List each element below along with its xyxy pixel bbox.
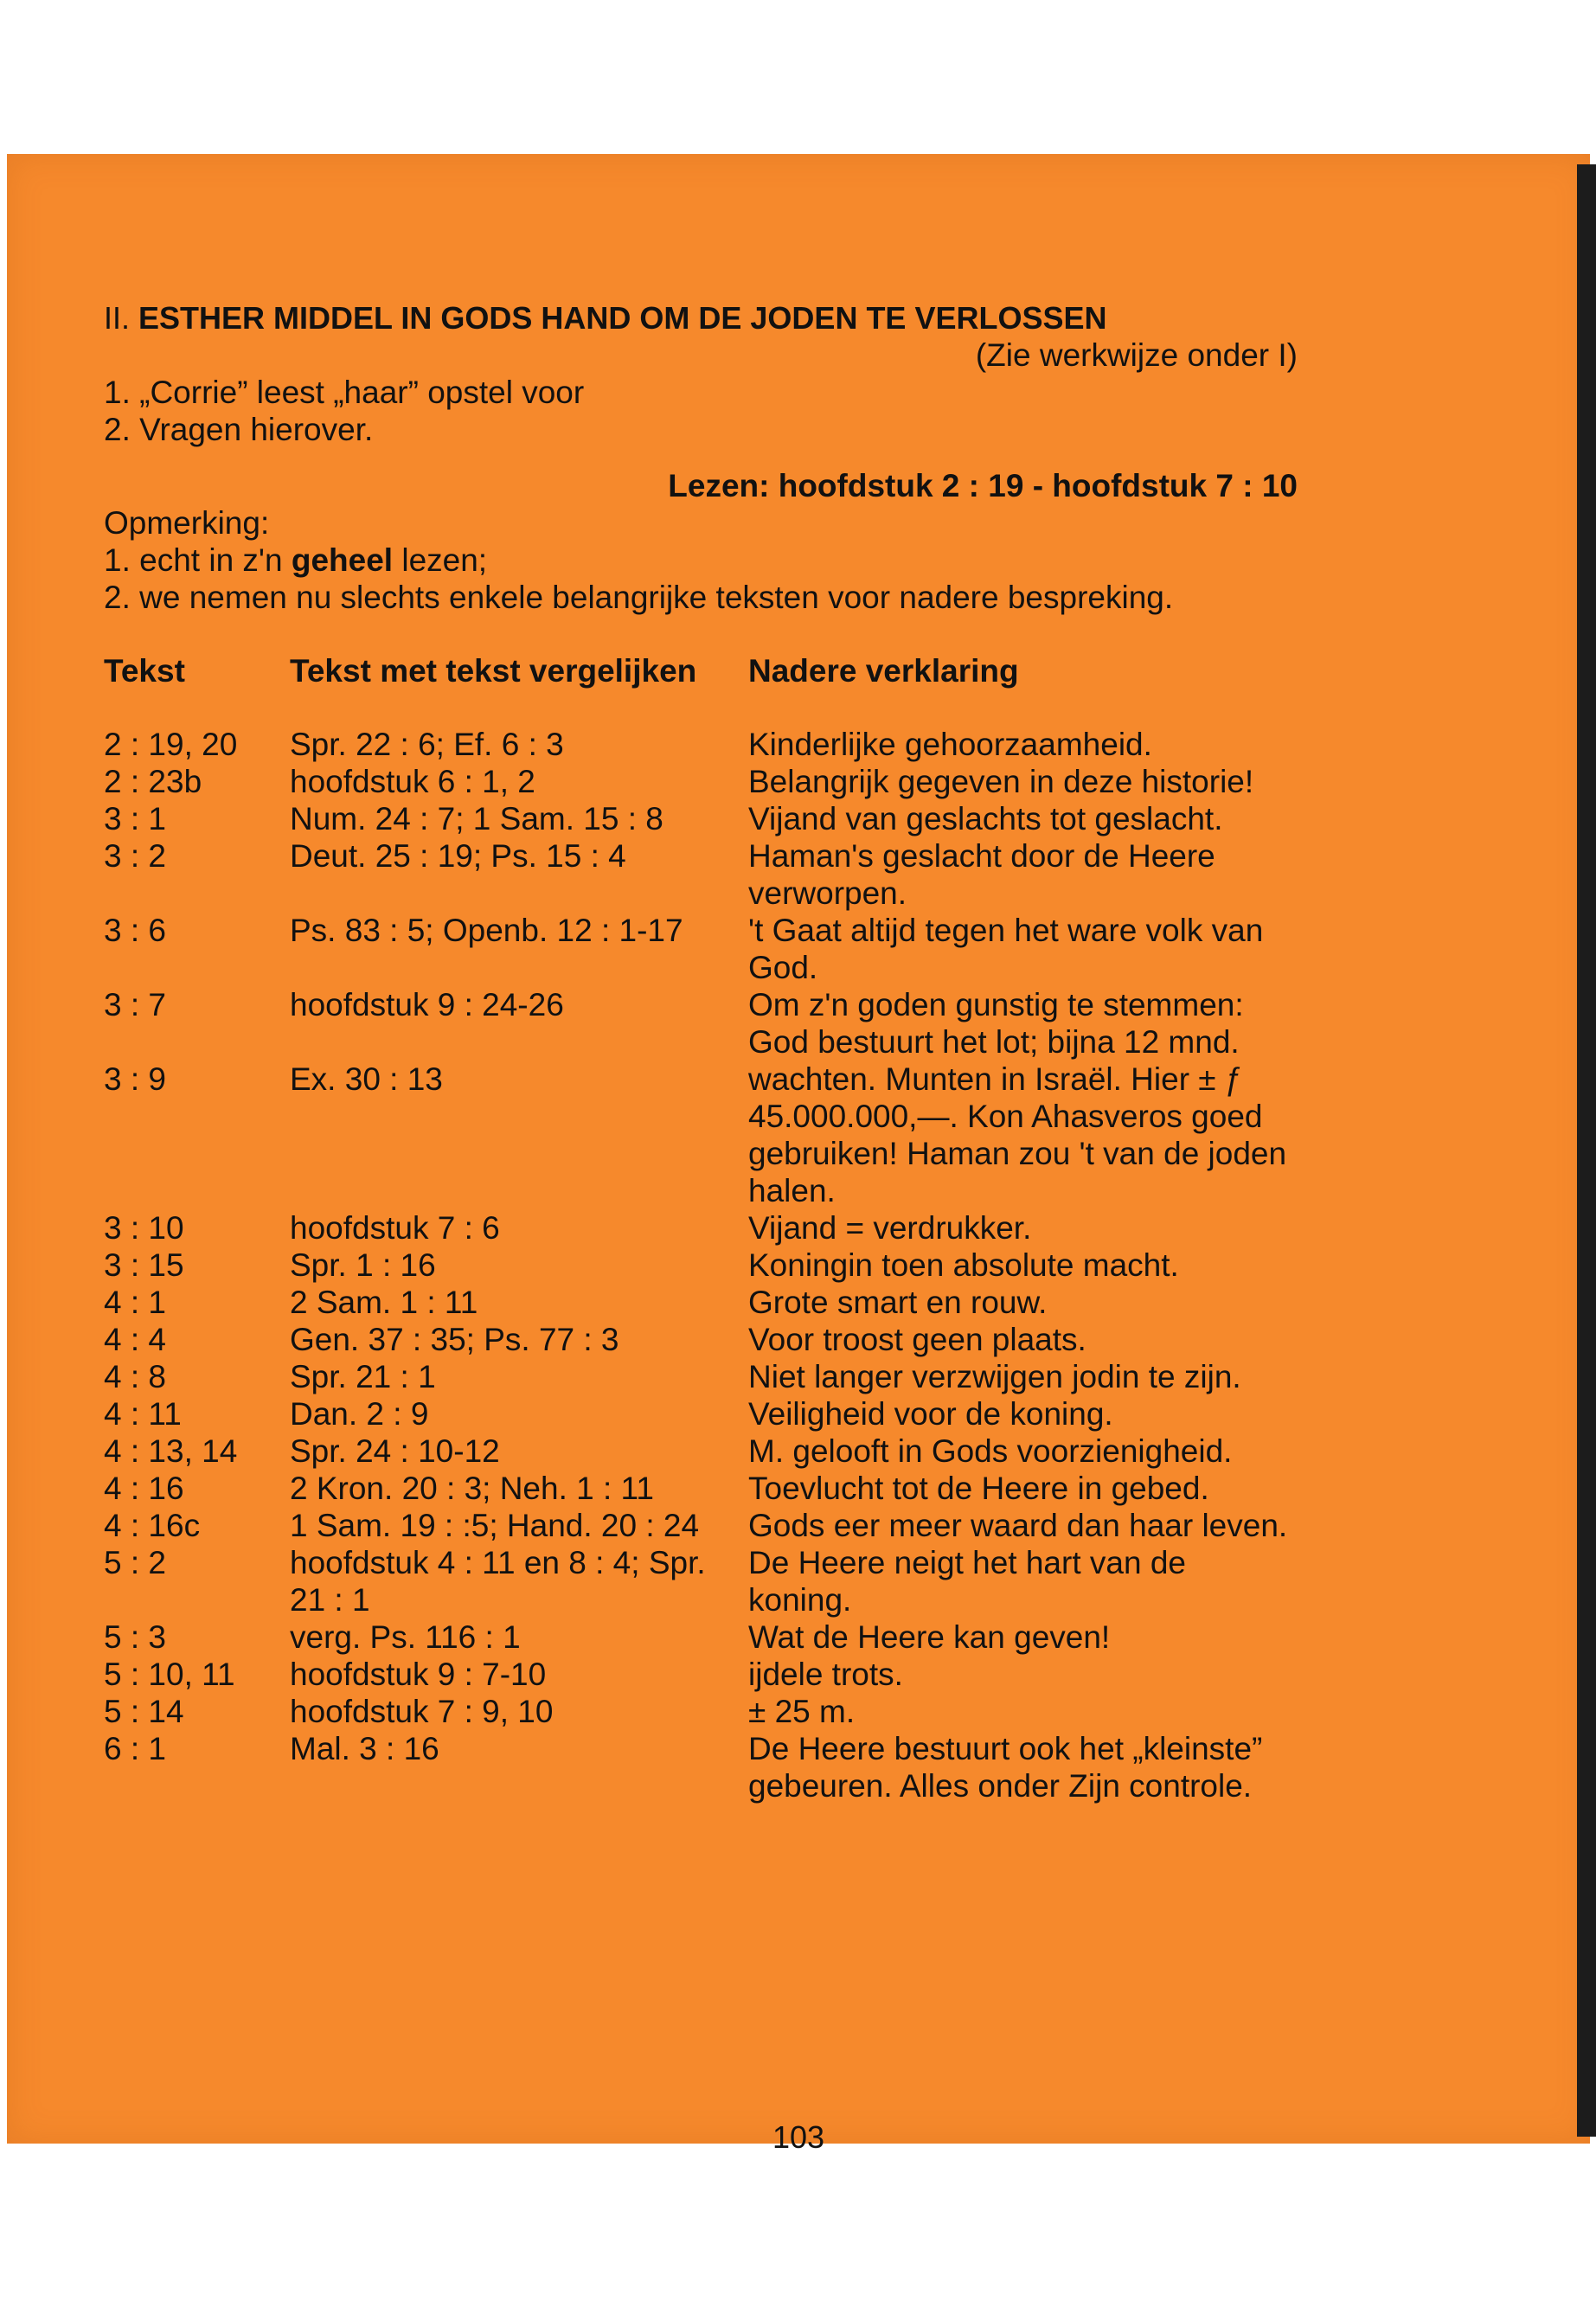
cell-compare: Gen. 37 : 35; Ps. 77 : 3: [290, 1322, 619, 1357]
intro-item: 2. Vragen hierover.: [104, 412, 374, 447]
cell-text: 6 : 1: [104, 1731, 166, 1766]
section-title-text: ESTHER MIDDEL IN GODS HAND OM DE JODEN TE VERLOSSEN: [138, 300, 1107, 336]
cell-compare: 1 Sam. 19 : :5; Hand. 20 : 24: [290, 1508, 700, 1543]
table-row: [104, 1693, 1298, 1730]
cell-explanation: De Heere bestuurt ook het „kleinste” gebeuren. Alles onder Zijn controle.: [748, 1731, 1263, 1804]
table-row: [104, 1321, 1298, 1358]
cell-explanation: De Heere neigt het hart van de koning.: [748, 1545, 1186, 1618]
cell-text: 4 : 11: [104, 1396, 182, 1432]
cell-compare: Ex. 30 : 13: [290, 1061, 443, 1097]
cell-compare: Spr. 24 : 10-12: [290, 1433, 500, 1469]
header-text: Tekst: [104, 653, 185, 689]
cell-text: 2 : 23b: [104, 764, 202, 799]
book-page: [7, 154, 1590, 2155]
cell-explanation: Vijand = verdrukker.: [748, 1210, 1032, 1246]
page-content: [104, 299, 1298, 1804]
verse-table: [104, 652, 1298, 1804]
cell-explanation: 't Gaat altijd tegen het ware volk van God.: [748, 913, 1264, 985]
cell-text: 5 : 14: [104, 1694, 184, 1729]
cell-compare: hoofdstuk 7 : 9, 10: [290, 1694, 554, 1729]
page-number: 103: [772, 2119, 825, 2155]
cell-text: 4 : 16c: [104, 1508, 201, 1543]
intro-list: [104, 374, 1298, 448]
cell-compare: Spr. 1 : 16: [290, 1247, 436, 1283]
table-row: [104, 1433, 1298, 1470]
cell-compare: verg. Ps. 116 : 1: [290, 1619, 521, 1655]
cell-text: 4 : 16: [104, 1471, 184, 1506]
table-header-row: [104, 652, 1298, 726]
cell-explanation: Haman's geslacht door de Heere verworpen.: [748, 838, 1215, 911]
cell-explanation: Vijand van geslachts tot geslacht.: [748, 801, 1223, 836]
cell-compare: Deut. 25 : 19; Ps. 15 : 4: [290, 838, 626, 874]
table-row: [104, 1507, 1298, 1544]
table-row: [104, 837, 1298, 912]
table-row: [104, 1395, 1298, 1433]
table-row: [104, 986, 1298, 1061]
cell-text: 3 : 10: [104, 1210, 184, 1246]
section-number: II.: [104, 300, 131, 336]
cell-text: 3 : 1: [104, 801, 166, 836]
cell-compare: hoofdstuk 4 : 11 en 8 : 4; Spr. 21 : 1: [290, 1545, 706, 1618]
table-row: [104, 1730, 1298, 1804]
cell-text: 3 : 6: [104, 913, 166, 948]
table-row: [104, 1061, 1298, 1209]
cell-explanation: M. gelooft in Gods voorzienigheid.: [748, 1433, 1233, 1469]
cell-explanation: Voor troost geen plaats.: [748, 1322, 1086, 1357]
remark-item-1-before: 1. echt in z'n: [104, 542, 292, 578]
remark-item-1: [104, 542, 1298, 579]
cell-explanation: Gods eer meer waard dan haar leven.: [748, 1508, 1288, 1543]
cell-explanation: Koningin toen absolute macht.: [748, 1247, 1179, 1283]
cell-explanation: Om z'n goden gunstig te stemmen: God bestuurt het lot; bijna 12 mnd.: [748, 987, 1244, 1060]
table-body: [104, 726, 1298, 1804]
remark-item-1-bold: geheel: [291, 542, 394, 578]
cell-explanation: ± 25 m.: [748, 1694, 856, 1729]
cell-text: 5 : 10, 11: [104, 1657, 235, 1692]
cell-text: 3 : 15: [104, 1247, 184, 1283]
table-row: [104, 1284, 1298, 1321]
cell-explanation: Niet langer verzwijgen jodin te zijn.: [748, 1359, 1241, 1394]
table-row: [104, 1209, 1298, 1247]
table-row: [104, 1358, 1298, 1395]
cell-text: 4 : 1: [104, 1285, 166, 1320]
cell-text: 3 : 2: [104, 838, 166, 874]
cell-text: 3 : 7: [104, 987, 166, 1022]
cell-compare: 2 Kron. 20 : 3; Neh. 1 : 11: [290, 1471, 654, 1506]
cell-text: 4 : 8: [104, 1359, 166, 1394]
cell-compare: hoofdstuk 7 : 6: [290, 1210, 500, 1246]
cell-explanation: ijdele trots.: [748, 1657, 903, 1692]
scan-edge: [1577, 164, 1596, 2137]
cell-explanation: Belangrijk gegeven in deze historie!: [748, 764, 1254, 799]
cell-text: 5 : 2: [104, 1545, 166, 1580]
cell-explanation: wachten. Munten in Israël. Hier ± ƒ 45.000.000,—. Kon Ahasveros goed gebruiken! Haman zou 't van de joden halen.: [748, 1061, 1287, 1208]
cell-explanation: Kinderlijke gehoorzaamheid.: [748, 727, 1152, 762]
remark-item-2: 2. we nemen nu slechts enkele belangrijke teksten voor nadere bespreking.: [104, 580, 1174, 615]
cell-compare: Dan. 2 : 9: [290, 1396, 429, 1432]
cell-explanation: Veiligheid voor de koning.: [748, 1396, 1113, 1432]
cell-text: 3 : 9: [104, 1061, 166, 1097]
cell-explanation: Toevlucht tot de Heere in gebed.: [748, 1471, 1209, 1506]
cell-compare: 2 Sam. 1 : 11: [290, 1285, 478, 1320]
cell-compare: hoofdstuk 9 : 7-10: [290, 1657, 547, 1692]
header-compare: Tekst met tekst vergelijken: [290, 653, 697, 689]
table-row: [104, 1544, 1298, 1618]
cell-compare: Mal. 3 : 16: [290, 1731, 439, 1766]
cell-explanation: Grote smart en rouw.: [748, 1285, 1048, 1320]
table-row: [104, 1247, 1298, 1284]
intro-item: 1. „Corrie” leest „haar” opstel voor: [104, 375, 585, 410]
table-row: [104, 726, 1298, 763]
cell-explanation: Wat de Heere kan geven!: [748, 1619, 1111, 1655]
section-title: [104, 299, 1298, 336]
table-row: [104, 763, 1298, 800]
table-row: [104, 800, 1298, 837]
cell-compare: Spr. 22 : 6; Ef. 6 : 3: [290, 727, 564, 762]
section-note: (Zie werkwijze onder I): [975, 337, 1298, 373]
cell-compare: hoofdstuk 6 : 1, 2: [290, 764, 535, 799]
cell-text: 5 : 3: [104, 1619, 166, 1655]
cell-compare: Spr. 21 : 1: [290, 1359, 436, 1394]
cell-text: 4 : 4: [104, 1322, 166, 1357]
table-row: [104, 1656, 1298, 1693]
table-row: [104, 1618, 1298, 1656]
cell-compare: Ps. 83 : 5; Openb. 12 : 1-17: [290, 913, 683, 948]
reading-assignment: Lezen: hoofdstuk 2 : 19 - hoofdstuk 7 : 10: [668, 468, 1298, 503]
cell-text: 4 : 13, 14: [104, 1433, 238, 1469]
table-row: [104, 1470, 1298, 1507]
cell-compare: hoofdstuk 9 : 24-26: [290, 987, 564, 1022]
table-row: [104, 912, 1298, 986]
remark-item-1-after: lezen;: [393, 542, 488, 578]
cell-compare: Num. 24 : 7; 1 Sam. 15 : 8: [290, 801, 663, 836]
header-explanation: Nadere verklaring: [748, 653, 1019, 689]
remark-label: Opmerking:: [104, 505, 270, 541]
cell-text: 2 : 19, 20: [104, 727, 238, 762]
